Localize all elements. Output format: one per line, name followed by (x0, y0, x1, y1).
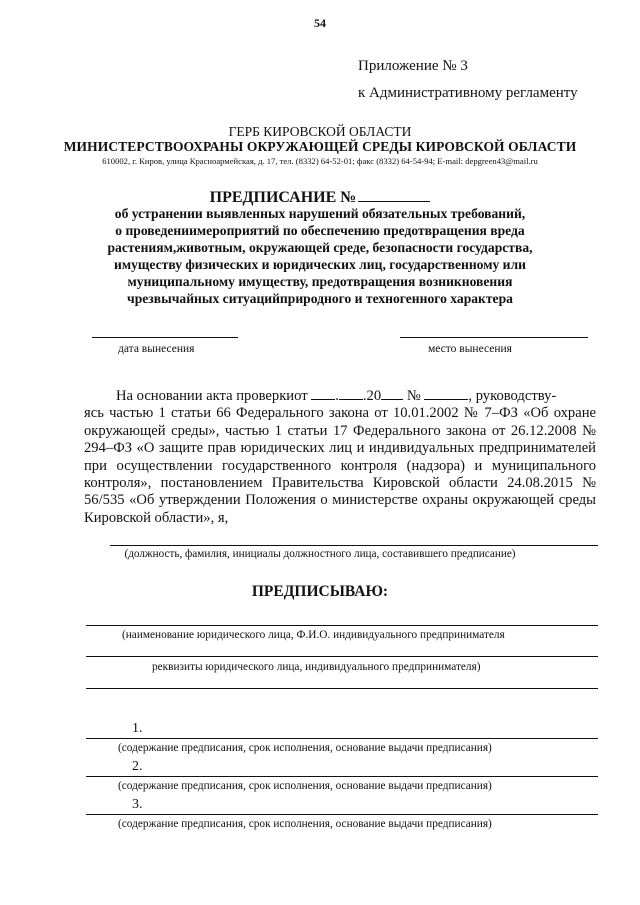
appendix-reference: к Административному регламенту (358, 85, 578, 101)
basis-number-sign: № (406, 388, 421, 404)
entity-details-line-bottom (86, 688, 598, 689)
basis-paragraph (84, 387, 596, 527)
subtitle-line: чрезвычайных ситуацийприродного и техногенного характера (127, 291, 513, 306)
subtitle-line: об устранении выявленных нарушений обязательных требований, (114, 206, 526, 221)
coat-of-arms-label: ГЕРБ КИРОВСКОЙ ОБЛАСТИ (228, 124, 412, 139)
item-line (86, 738, 598, 739)
place-caption: место вынесения (428, 343, 512, 355)
document-title-text: ПРЕДПИСАНИЕ № (209, 189, 357, 206)
basis-text-rest: ясь частью 1 статьи 66 Федерального закона от 10.01.2002 № 7–ФЗ «Об охране окружающей среды», частью 1 статьи 17 Федерального закона от 26.12.2008 № 294–ФЗ «О защите прав юридических лиц и индивидуальных предпринимателей при осуществлении государственного контроля (надзора) и муниципального контроля», постановлением Правительства Кировской области 24.08.2015 № 56/535 «Об утверждении Положения о министерстве охраны окружающей среды Кировской области», я, (84, 405, 596, 526)
place-field-line (400, 337, 588, 338)
item-line (86, 776, 598, 777)
item-caption: (содержание предписания, срок исполнения, основание выдачи предписания) (118, 780, 492, 792)
ministry-address: 610002, г. Киров, улица Красноармейская, д. 17, тел. (8332) 64-52-01; факс (8332) 64-54-94; E-mail: depgreen43@mail.ru (102, 156, 538, 166)
item-number: 3. (132, 797, 143, 812)
act-number-blank (424, 387, 468, 400)
basis-text-start: На основании акта проверкиот (116, 388, 308, 404)
entity-name-caption: (наименование юридического лица, Ф.И.О. индивидуального предпринимателя (122, 629, 505, 641)
item-number: 2. (132, 759, 143, 774)
entity-name-line (86, 625, 598, 626)
subtitle-line: растениям,животным, окружающей среде, безопасности государства, (107, 240, 533, 255)
decree-heading: ПРЕДПИСЫВАЮ: (251, 583, 389, 600)
basis-text-end: , руководству- (468, 388, 557, 404)
official-caption: (должность, фамилия, инициалы должностного лица, составившего предписание) (124, 548, 516, 560)
entity-details-line-top (86, 656, 598, 657)
item-caption: (содержание предписания, срок исполнения, основание выдачи предписания) (118, 742, 492, 754)
item-line (86, 814, 598, 815)
appendix-number: Приложение № 3 (358, 58, 468, 74)
page-number: 54 (314, 16, 326, 30)
title-number-blank (358, 187, 430, 202)
act-year-blank (381, 387, 403, 400)
ministry-name: МИНИСТЕРСТВООХРАНЫ ОКРУЖАЮЩЕЙ СРЕДЫ КИРОВСКОЙ ОБЛАСТИ (63, 139, 577, 154)
item-number: 1. (132, 721, 143, 736)
entity-details-caption: реквизиты юридического лица, индивидуального предпринимателя) (152, 661, 481, 673)
date-caption: дата вынесения (118, 343, 195, 355)
date-field-line (92, 337, 238, 338)
basis-year-prefix: .20 (362, 388, 382, 404)
official-field-line (110, 545, 598, 546)
item-caption: (содержание предписания, срок исполнения, основание выдачи предписания) (118, 818, 492, 830)
act-day-blank (311, 387, 335, 400)
basis-dot: . (335, 388, 339, 404)
subtitle-line: о проведениимероприятий по обеспечению предотвращения вреда (115, 223, 525, 238)
document-title (0, 187, 640, 207)
subtitle-line: муниципальному имуществу, предотвращения возникновения (127, 274, 513, 289)
act-month-blank (339, 387, 363, 400)
subtitle-line: имуществу физических и юридических лиц, государственному или (114, 257, 526, 272)
